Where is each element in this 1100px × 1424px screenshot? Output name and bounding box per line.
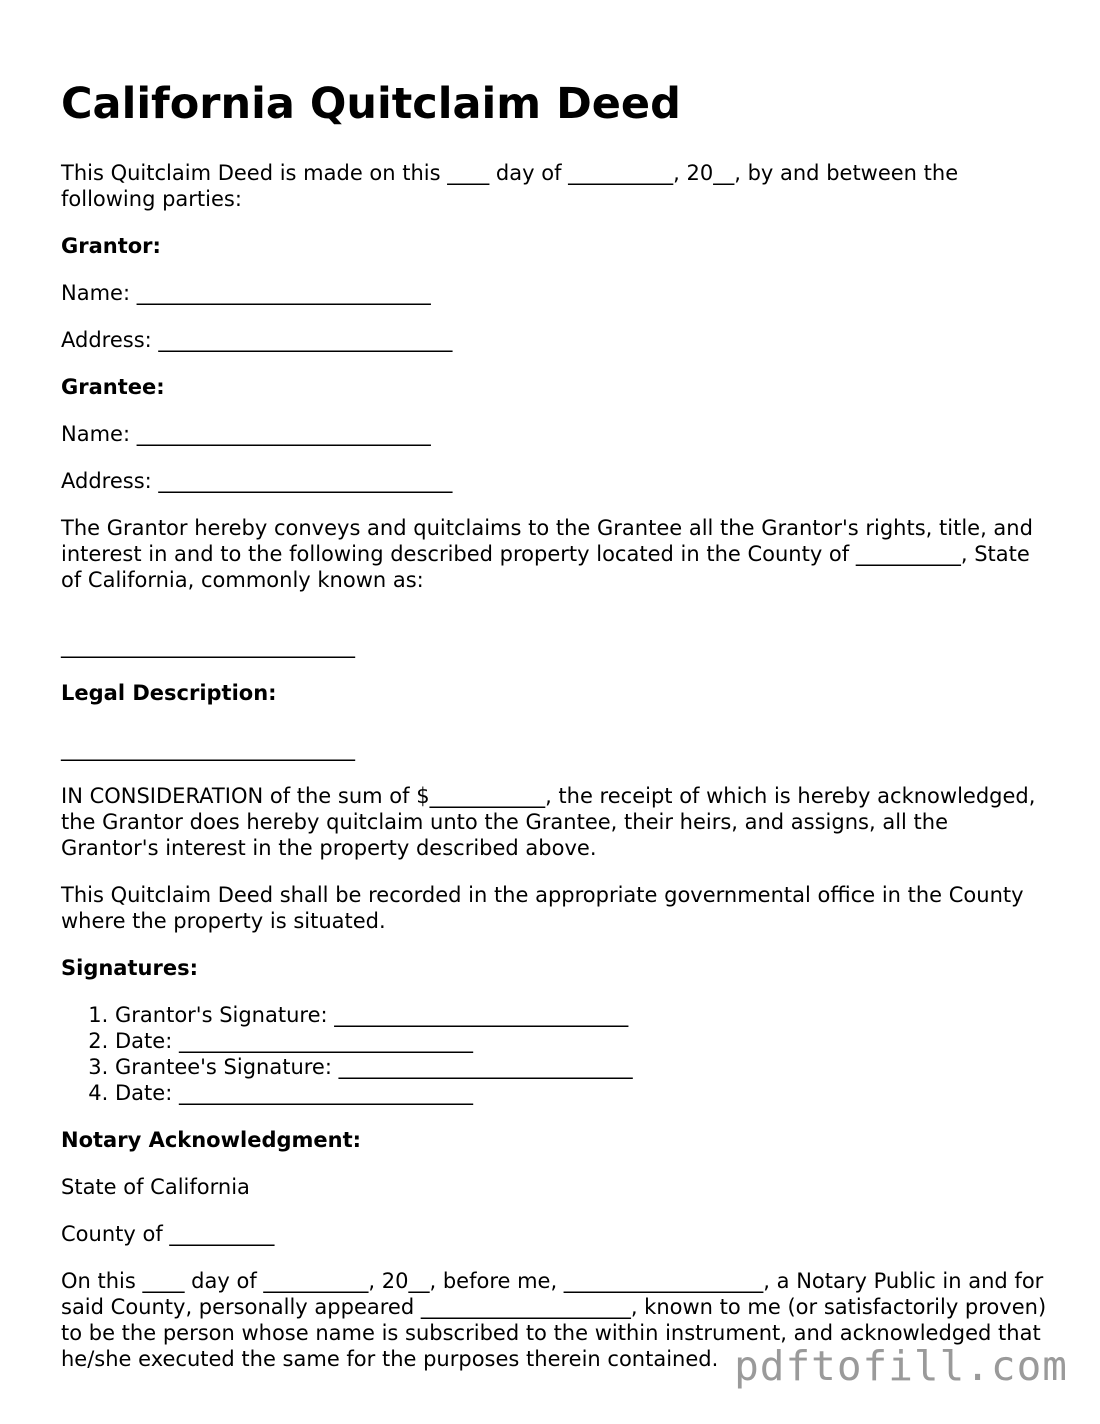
grantor-address-field[interactable]: Address: ____________________________	[61, 328, 453, 352]
intro-paragraph: This Quitclaim Deed is made on this ____ day of __________, 20__, by and between the following parties:	[61, 161, 959, 211]
recording-paragraph: This Quitclaim Deed shall be recorded in the appropriate governmental office in the County where the property is situated.	[61, 883, 1024, 933]
consideration-paragraph: IN CONSIDERATION of the sum of $___________, the receipt of which is hereby acknowledged, the Grantor does hereby quitclaim unto the Grantee, their heirs, and assigns, all the Grantor's interest in the property described above.	[61, 784, 1036, 860]
document-page	[61, 78, 1051, 1393]
grantee-signature-field[interactable]: 3. Grantee's Signature: ____________________________	[115, 1054, 1051, 1080]
legal-description-heading: Legal Description:	[61, 681, 277, 705]
notary-county-field[interactable]: County of __________	[61, 1222, 275, 1246]
grantor-date-field[interactable]: 2. Date: ____________________________	[115, 1028, 1051, 1054]
notary-heading: Notary Acknowledgment:	[61, 1128, 362, 1152]
watermark: pdftofill.com	[734, 1342, 1068, 1390]
grantee-date-field[interactable]: 4. Date: ____________________________	[115, 1080, 1051, 1106]
notary-state: State of California	[61, 1175, 250, 1199]
legal-description-field[interactable]: ____________________________	[61, 737, 355, 761]
notary-paragraph: On this ____ day of __________, 20__, before me, ___________________, a Notary Public in and for said County, personally appeared ____________________, known to me (or satisfactorily proven) to be the person whose name is subscribed to the within instrument, and acknowledged that he/she executed the same for the purposes therein contained.	[61, 1269, 1047, 1371]
grantee-address-field[interactable]: Address: ____________________________	[61, 469, 453, 493]
document-title: California Quitclaim Deed	[61, 79, 681, 129]
property-address-field[interactable]: ____________________________	[61, 634, 355, 658]
signatures-heading: Signatures:	[61, 956, 198, 980]
signature-list	[61, 1002, 1051, 1106]
grantor-name-field[interactable]: Name: ____________________________	[61, 281, 431, 305]
conveyance-paragraph: The Grantor hereby conveys and quitclaims to the Grantee all the Grantor's rights, title, and interest in and to the following described property located in the County of __________, State of California, commonly known as:	[61, 516, 1033, 592]
grantee-heading: Grantee:	[61, 375, 165, 399]
grantee-name-field[interactable]: Name: ____________________________	[61, 422, 431, 446]
grantor-heading: Grantor:	[61, 234, 161, 258]
grantor-signature-field[interactable]: 1. Grantor's Signature: ____________________________	[115, 1002, 1051, 1028]
